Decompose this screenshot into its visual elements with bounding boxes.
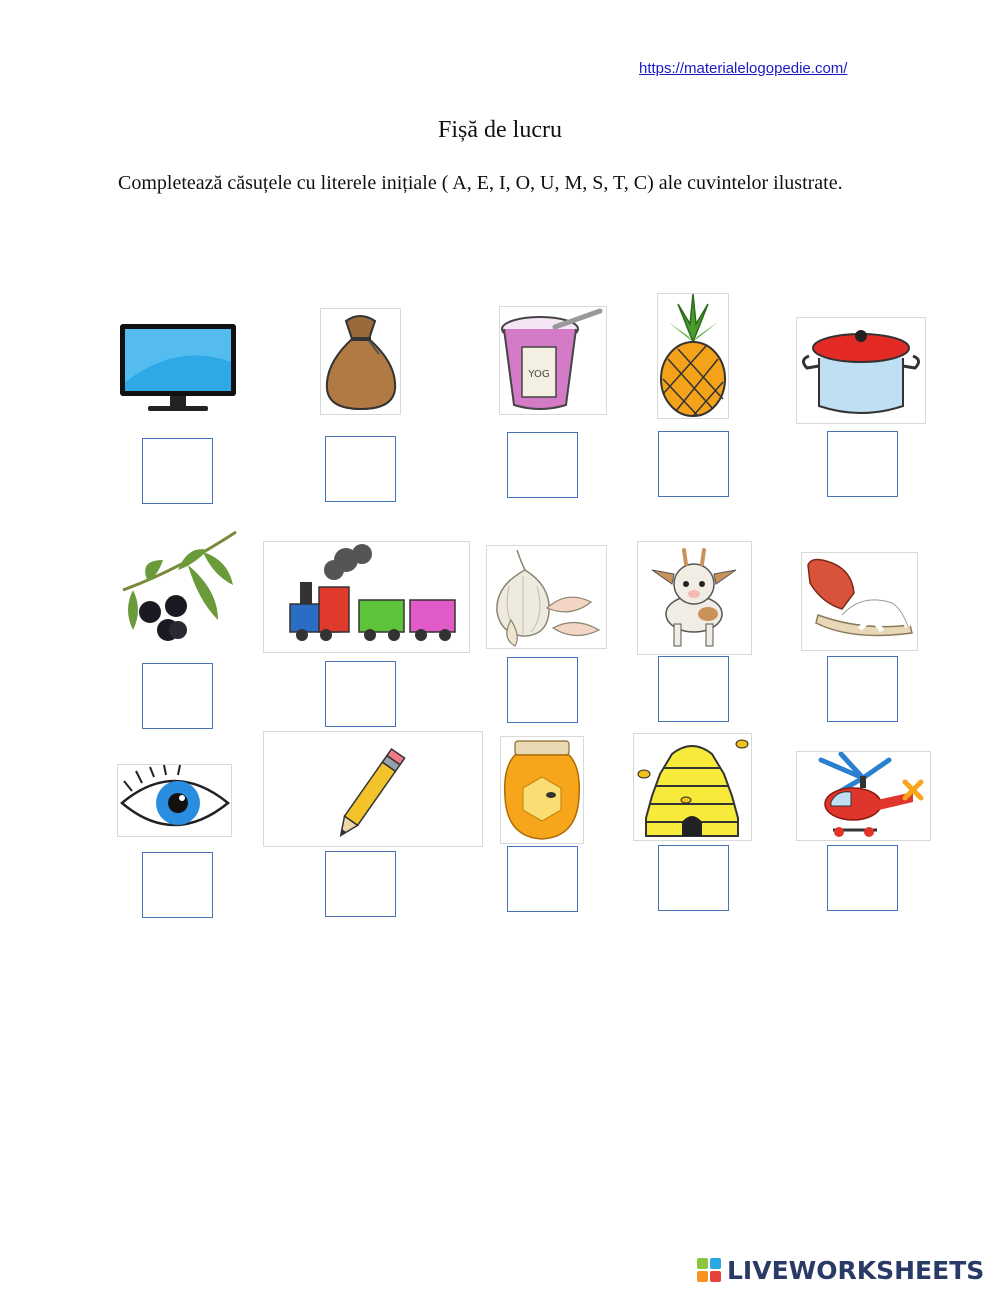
honey-jar-icon <box>501 737 583 843</box>
page-title: Fișă de lucru <box>438 117 562 143</box>
sandal-icon <box>802 553 917 650</box>
olive-branch-icon <box>118 530 238 648</box>
answer-box-cooking-pot[interactable] <box>827 431 898 497</box>
yogurt-icon <box>500 307 606 414</box>
beehive-icon <box>634 734 751 840</box>
pineapple-icon <box>658 294 728 418</box>
garlic-icon <box>487 546 606 648</box>
answer-box-olive[interactable] <box>142 663 213 729</box>
answer-box-eye[interactable] <box>142 852 213 918</box>
eye-icon <box>118 765 231 836</box>
answer-box-pencil[interactable] <box>325 851 396 917</box>
answer-box-pineapple[interactable] <box>658 431 729 497</box>
source-link[interactable]: https://materialelogopedie.com/ <box>639 60 848 77</box>
liveworksheets-logo[interactable] <box>697 1255 984 1285</box>
liveworksheets-logo-icon <box>697 1258 721 1282</box>
money-bag-icon <box>321 309 400 414</box>
answer-box-helicopter[interactable] <box>827 845 898 911</box>
tv-icon <box>118 322 238 414</box>
answer-box-money-bag[interactable] <box>325 436 396 502</box>
pencil-icon <box>264 732 482 846</box>
liveworksheets-logo-text: LIVEWORKSHEETS <box>727 1255 985 1285</box>
answer-box-garlic[interactable] <box>507 657 578 723</box>
instructions: Completează căsuțele cu literele inițiale ( A, E, I, O, U, M, S, T, C) ale cuvintelor ilustrate. <box>118 172 843 194</box>
answer-box-honey[interactable] <box>507 846 578 912</box>
helicopter-icon <box>797 752 930 840</box>
answer-box-sandal[interactable] <box>827 656 898 722</box>
answer-box-yogurt[interactable] <box>507 432 578 498</box>
answer-box-beehive[interactable] <box>658 845 729 911</box>
answer-box-tv[interactable] <box>142 438 213 504</box>
answer-box-train[interactable] <box>325 661 396 727</box>
answer-box-goat[interactable] <box>658 656 729 722</box>
train-icon <box>264 542 469 652</box>
cooking-pot-icon <box>797 318 925 423</box>
svg-text:YOG: YOG <box>528 369 550 380</box>
goat-icon <box>638 542 751 654</box>
